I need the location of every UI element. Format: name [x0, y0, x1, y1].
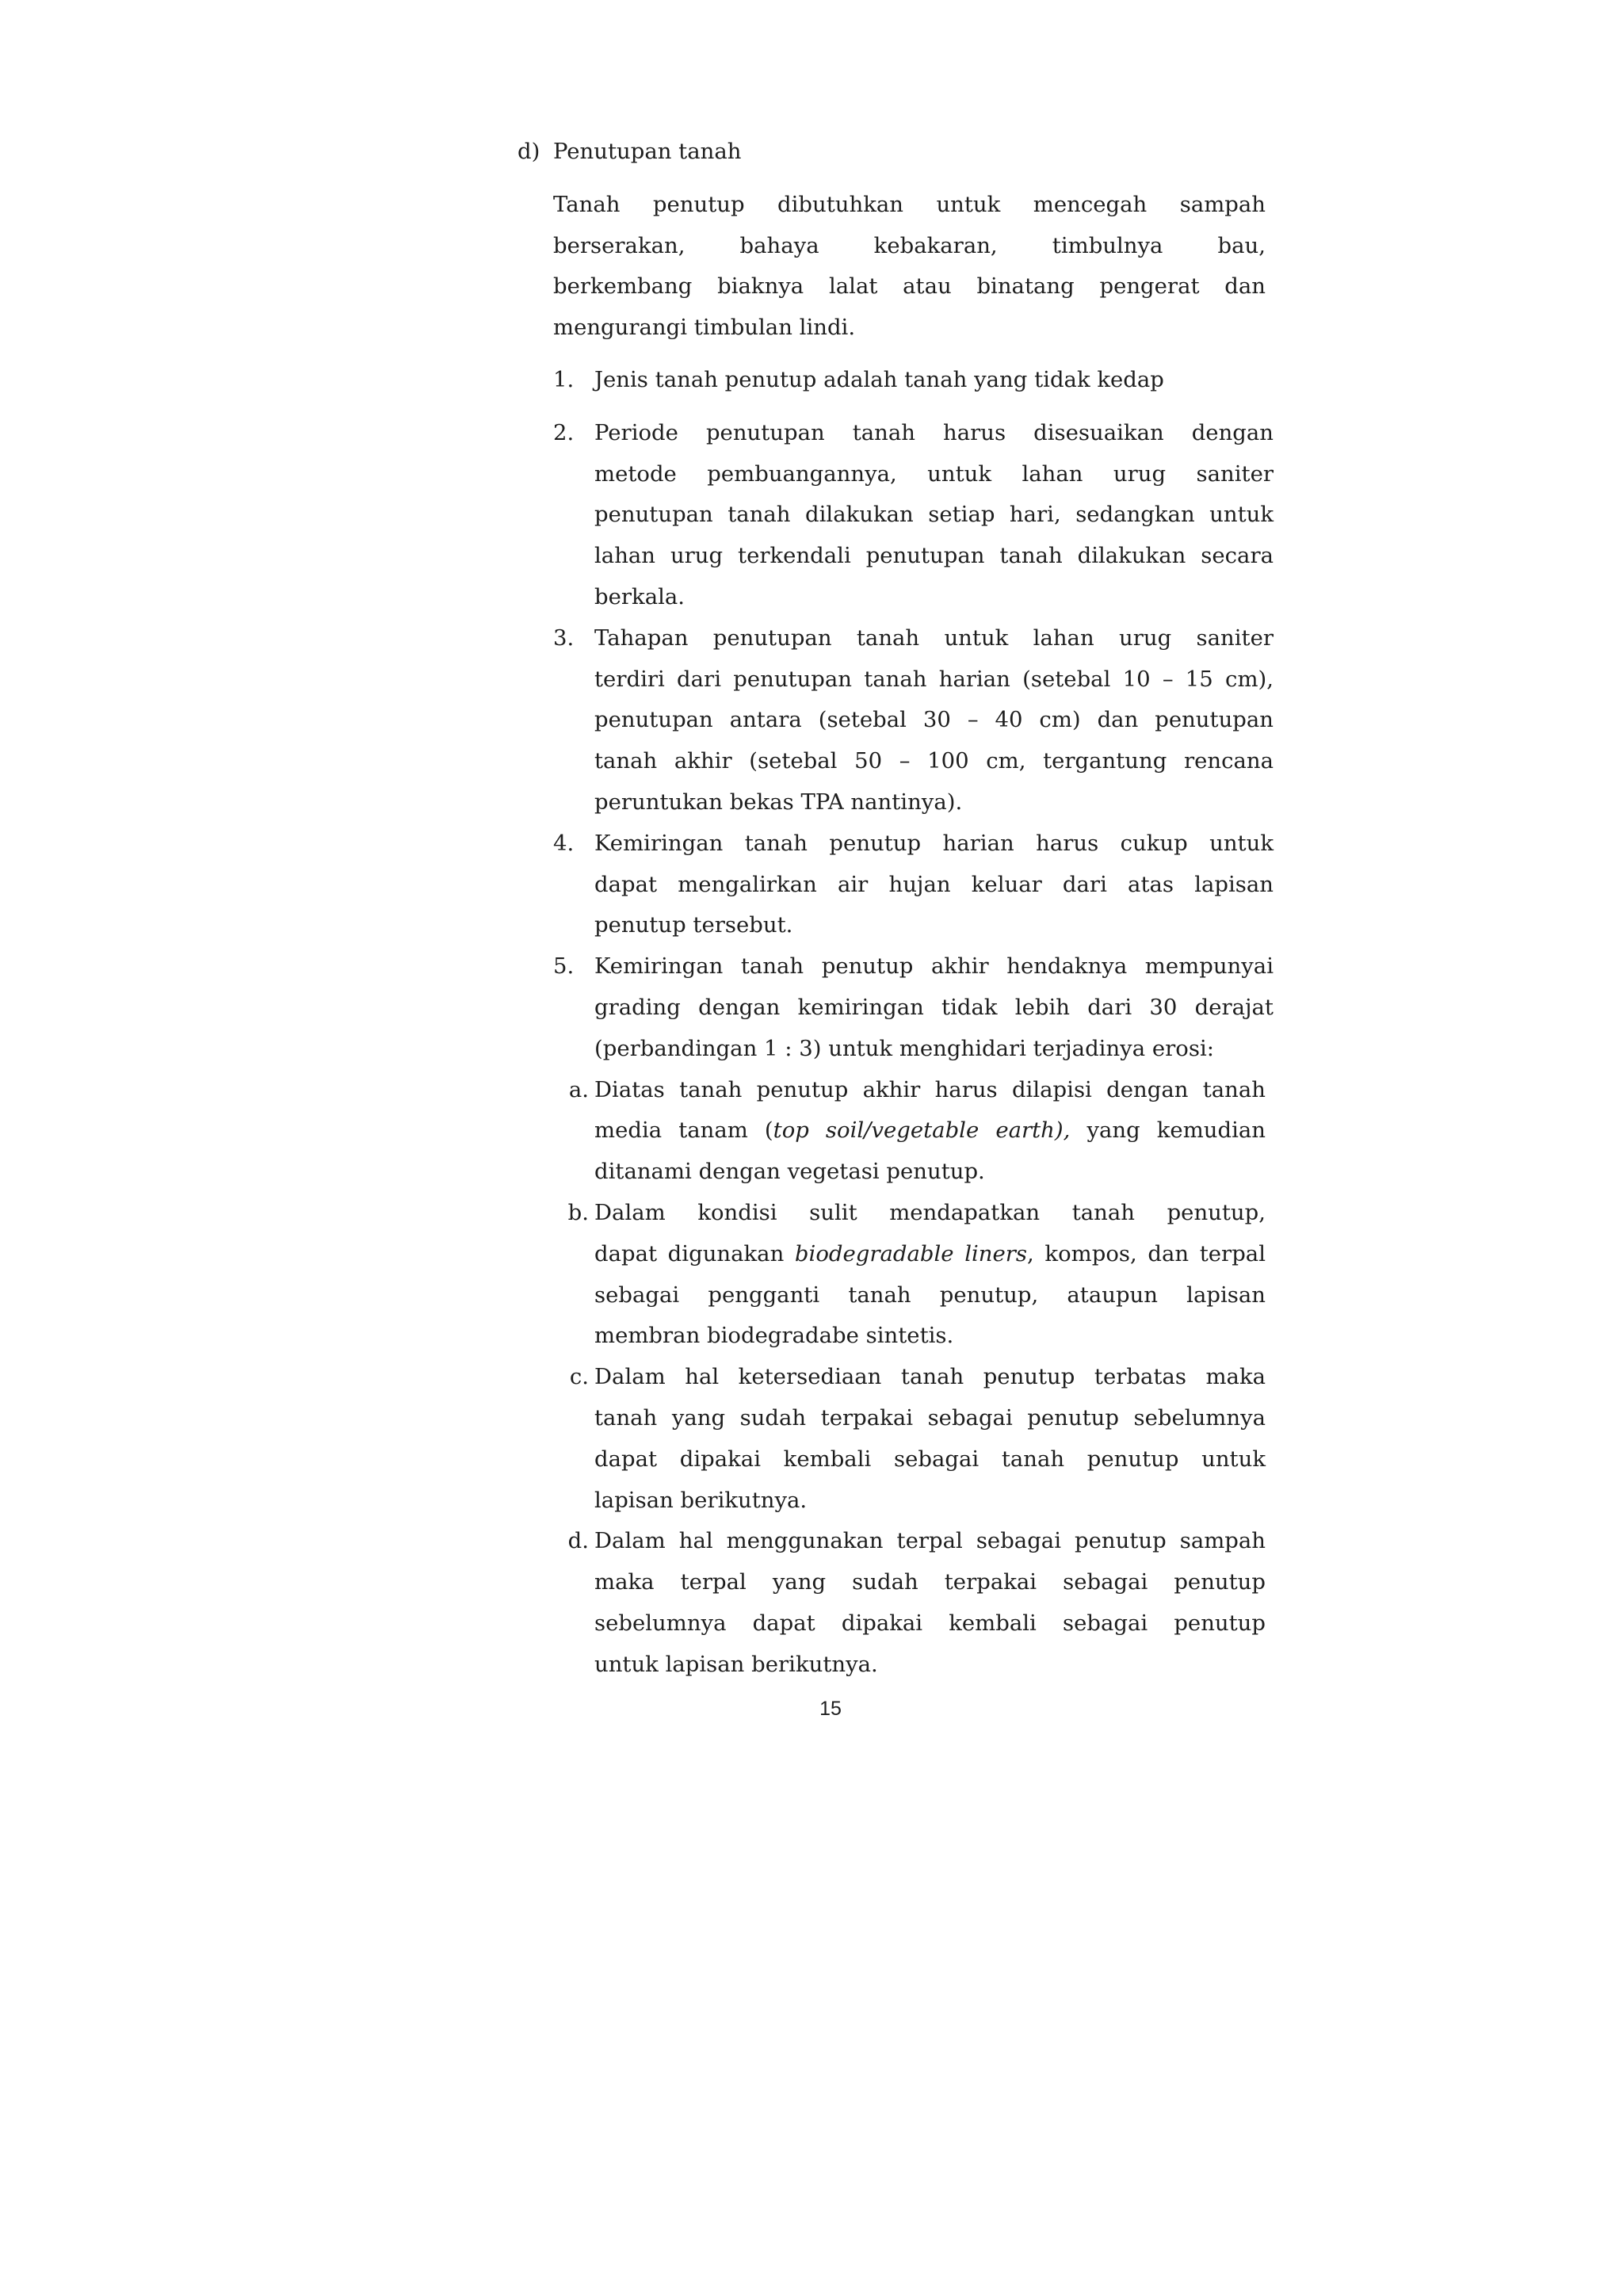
- list-marker: 4.: [553, 830, 575, 856]
- text-line: untuk lapisan berikutnya.: [594, 1651, 878, 1677]
- text-line: tanah yang sudah terpakai sebagai penutup sebelumnya: [594, 1404, 1266, 1431]
- text-line: lapisan berikutnya.: [594, 1487, 808, 1513]
- list-item-body: [594, 413, 1274, 618]
- list-marker: 3.: [553, 625, 575, 651]
- list-item-body: [594, 946, 1274, 1069]
- text-line: penutupan antara (setebal 30 – 40 cm) dan penutupan: [594, 707, 1274, 733]
- page-number: 15: [819, 1698, 842, 1720]
- text-line: berserakan, bahaya kebakaran, timbulnya bau,: [553, 232, 1266, 258]
- list-marker: 5.: [553, 953, 575, 980]
- text-line: Periode penutupan tanah harus disesuaikan dengan: [594, 419, 1274, 445]
- text-line: Jenis tanah penutup adalah tanah yang tidak kedap: [594, 366, 1164, 392]
- list-item-body: [594, 1357, 1266, 1521]
- list-marker: a.: [568, 1076, 589, 1102]
- text-line: peruntukan bekas TPA nantinya).: [594, 789, 963, 815]
- lettered-item-b: [517, 1193, 1278, 1357]
- section-heading: [517, 132, 1278, 173]
- text-line: berkala.: [594, 583, 685, 609]
- text-line: Dalam hal menggunakan terpal sebagai penutup sampah: [594, 1528, 1266, 1554]
- text-line: Kemiringan tanah penutup harian harus cukup untuk: [594, 830, 1274, 856]
- section-title: Penutupan tanah: [553, 139, 742, 164]
- list-marker: b.: [567, 1199, 589, 1225]
- text-line: Dalam kondisi sulit mendapatkan tanah penutup,: [594, 1199, 1266, 1225]
- list-item-body: [594, 1070, 1266, 1193]
- text-segment: yang kemudian: [1070, 1117, 1266, 1144]
- text-line: tanah akhir (setebal 50 – 100 cm, tergantung rencana: [594, 748, 1274, 774]
- text-line: lahan urug terkendali penutupan tanah dilakukan secara: [594, 543, 1274, 569]
- lettered-item-a: [517, 1070, 1278, 1193]
- list-item-body: [594, 1193, 1266, 1357]
- list-marker: 1.: [553, 366, 575, 392]
- list-marker: c.: [569, 1364, 589, 1390]
- numbered-item-4: [517, 823, 1278, 946]
- text-line: dapat dipakai kembali sebagai tanah penutup untuk: [594, 1446, 1266, 1472]
- list-item-body: [594, 1521, 1266, 1685]
- text-line: [594, 1234, 1266, 1275]
- text-line: terdiri dari penutupan tanah harian (setebal 10 – 15 cm),: [594, 666, 1274, 692]
- list-item-body: [594, 360, 1274, 401]
- lettered-item-d: [517, 1521, 1278, 1685]
- numbered-item-3: [517, 618, 1278, 823]
- text-line: Tanah penutup dibutuhkan untuk mencegah sampah: [553, 191, 1266, 217]
- text-line: mengurangi timbulan lindi.: [553, 315, 856, 341]
- text-line: penutup tersebut.: [594, 912, 793, 938]
- text-line: grading dengan kemiringan tidak lebih dari 30 derajat: [594, 994, 1274, 1020]
- text-segment: media tanam (: [594, 1117, 773, 1144]
- text-line: penutupan tanah dilakukan setiap hari, sedangkan untuk: [594, 502, 1274, 528]
- text-line: Diatas tanah penutup akhir harus dilapisi dengan tanah: [594, 1076, 1266, 1102]
- text-line: sebagai pengganti tanah penutup, ataupun lapisan: [594, 1282, 1266, 1308]
- italic-term: biodegradable liners: [794, 1240, 1028, 1266]
- list-marker: 2.: [553, 419, 575, 445]
- text-line: [594, 1110, 1266, 1152]
- text-line: Dalam hal ketersediaan tanah penutup terbatas maka: [594, 1364, 1266, 1390]
- text-line: metode pembuangannya, untuk lahan urug saniter: [594, 460, 1274, 487]
- numbered-item-1: [517, 360, 1278, 401]
- lettered-item-c: [517, 1357, 1278, 1521]
- list-item-body: [594, 618, 1274, 823]
- text-segment: , kompos, dan terpal: [1027, 1240, 1266, 1266]
- list-marker: d.: [567, 1528, 589, 1554]
- text-segment: dapat digunakan: [594, 1240, 795, 1266]
- intro-paragraph: [553, 185, 1266, 349]
- section-d: [517, 132, 1278, 1685]
- text-line: (perbandingan 1 : 3) untuk menghidari terjadinya erosi:: [594, 1035, 1215, 1061]
- section-label: d): [517, 139, 540, 164]
- text-line: membran biodegradabe sintetis.: [594, 1323, 954, 1349]
- text-line: Tahapan penutupan tanah untuk lahan urug saniter: [594, 625, 1274, 651]
- numbered-item-5: [517, 946, 1278, 1069]
- text-line: Kemiringan tanah penutup akhir hendaknya mempunyai: [594, 953, 1274, 980]
- text-line: sebelumnya dapat dipakai kembali sebagai penutup: [594, 1610, 1266, 1636]
- italic-term: top soil/vegetable earth),: [773, 1117, 1071, 1144]
- text-line: ditanami dengan vegetasi penutup.: [594, 1159, 985, 1185]
- numbered-item-2: [517, 413, 1278, 618]
- text-line: berkembang biaknya lalat atau binatang pengerat dan: [553, 273, 1266, 300]
- text-line: dapat mengalirkan air hujan keluar dari atas lapisan: [594, 871, 1274, 897]
- text-line: maka terpal yang sudah terpakai sebagai penutup: [594, 1569, 1266, 1595]
- list-item-body: [594, 823, 1274, 946]
